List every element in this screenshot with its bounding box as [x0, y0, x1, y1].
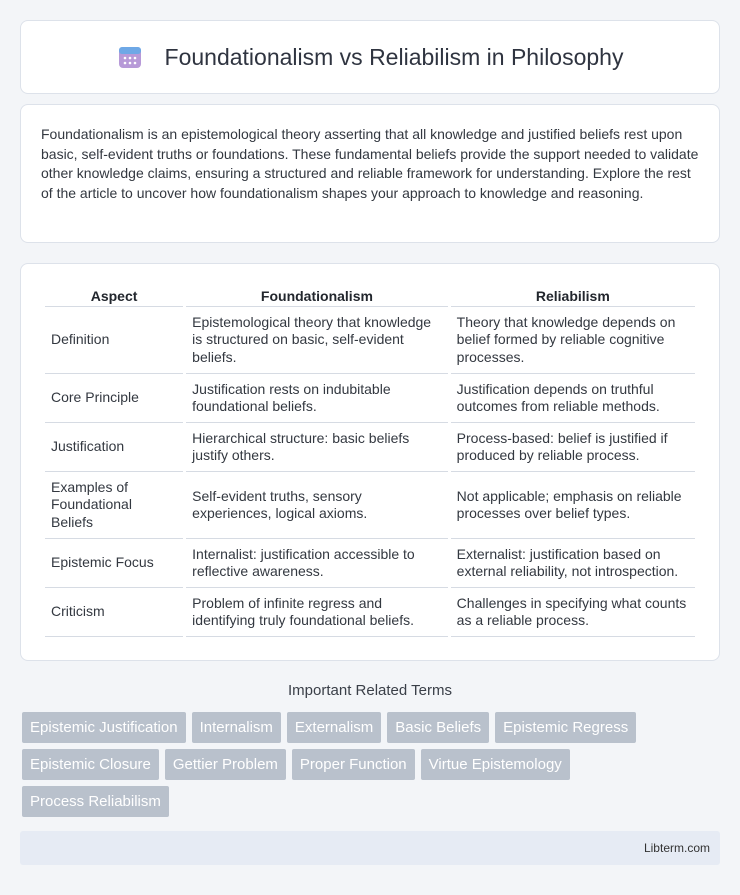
comparison-table-card — [20, 263, 720, 661]
table-row — [45, 539, 695, 588]
footer-site-link[interactable]: Libterm.com — [643, 841, 710, 855]
related-term-tag[interactable]: Process Reliabilism — [22, 786, 169, 817]
table-cell-reliabilism: Challenges in specifying what counts as a reliable process. — [451, 588, 695, 637]
intro-card — [20, 104, 720, 243]
table-cell-reliabilism: Not applicable; emphasis on reliable processes over belief types. — [451, 472, 695, 539]
table-cell-aspect: Definition — [45, 307, 183, 374]
related-term-tag[interactable]: Epistemic Justification — [22, 712, 186, 743]
page-title: Foundationalism vs Reliabilism in Philosophy — [164, 43, 624, 70]
table-cell-aspect: Core Principle — [45, 374, 183, 423]
column-header-reliabilism: Reliabilism — [451, 286, 695, 307]
table-cell-foundationalism: Hierarchical structure: basic beliefs justify others. — [186, 423, 448, 472]
table-cell-aspect: Epistemic Focus — [45, 539, 183, 588]
related-term-tag[interactable]: Gettier Problem — [165, 749, 286, 780]
header-card — [20, 20, 720, 94]
column-header-foundationalism: Foundationalism — [186, 286, 448, 307]
related-term-tag[interactable]: Epistemic Closure — [22, 749, 159, 780]
related-term-tag[interactable]: Proper Function — [292, 749, 415, 780]
table-cell-foundationalism: Problem of infinite regress and identifying truly foundational beliefs. — [186, 588, 448, 637]
related-term-tag[interactable]: Epistemic Regress — [495, 712, 636, 743]
footer — [20, 831, 720, 865]
calendar-icon — [117, 44, 143, 70]
related-terms-title: Important Related Terms — [288, 682, 452, 699]
table-cell-foundationalism: Internalist: justification accessible to reflective awareness. — [186, 539, 448, 588]
comparison-table — [42, 286, 698, 637]
related-term-tag[interactable]: Basic Beliefs — [387, 712, 489, 743]
table-cell-aspect: Criticism — [45, 588, 183, 637]
table-row — [45, 472, 695, 539]
table-cell-reliabilism: Process-based: belief is justified if produced by reliable process. — [451, 423, 695, 472]
column-header-aspect: Aspect — [45, 286, 183, 307]
table-cell-reliabilism: Externalist: justification based on external reliability, not introspection. — [451, 539, 695, 588]
table-row — [45, 423, 695, 472]
related-term-tag[interactable]: Virtue Epistemology — [421, 749, 570, 780]
table-cell-aspect: Examples of Foundational Beliefs — [45, 472, 183, 539]
related-term-tag[interactable]: Externalism — [287, 712, 381, 743]
table-header-row — [45, 286, 695, 307]
related-term-tag[interactable]: Internalism — [192, 712, 281, 743]
table-row — [45, 307, 695, 374]
table-cell-foundationalism: Justification rests on indubitable foundational beliefs. — [186, 374, 448, 423]
table-cell-aspect: Justification — [45, 423, 183, 472]
intro-text: Foundationalism is an epistemological theory asserting that all knowledge and justified beliefs rest upon basic, self-evident truths or foundations. These fundamental beliefs provide the support needed to validate other knowledge claims, ensuring a structured and reliable framework for understanding. Explore the rest of the article to uncover how foundationalism shapes your approach to knowledge and reasoning. — [41, 126, 699, 201]
table-row — [45, 588, 695, 637]
table-cell-reliabilism: Justification depends on truthful outcomes from reliable methods. — [451, 374, 695, 423]
table-row — [45, 374, 695, 423]
table-cell-reliabilism: Theory that knowledge depends on belief formed by reliable cognitive processes. — [451, 307, 695, 374]
related-terms-list — [22, 712, 722, 823]
table-cell-foundationalism: Self-evident truths, sensory experiences, logical axioms. — [186, 472, 448, 539]
table-cell-foundationalism: Epistemological theory that knowledge is structured on basic, self-evident beliefs. — [186, 307, 448, 374]
